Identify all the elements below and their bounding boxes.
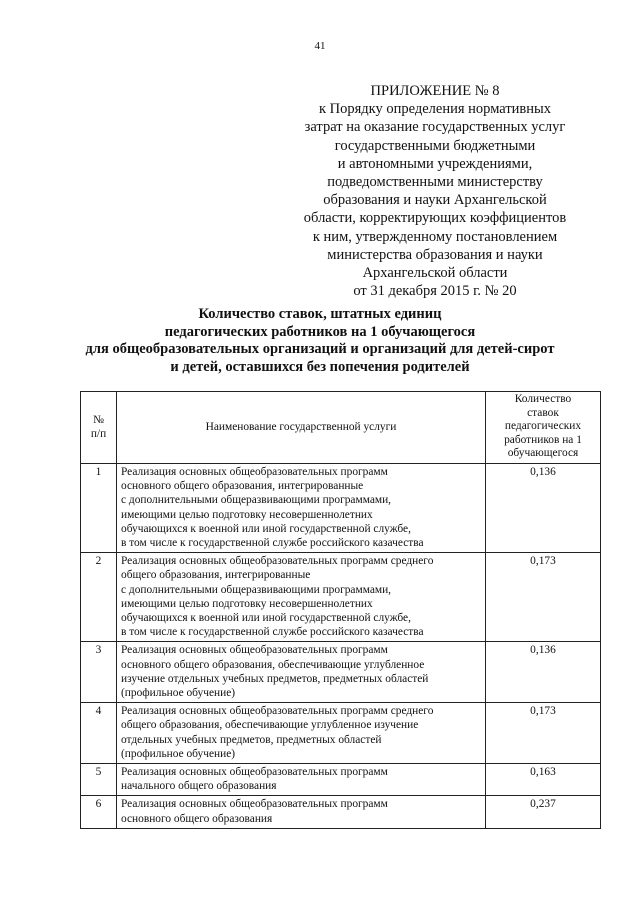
title-line: и детей, оставшихся без попечения родителей — [170, 358, 470, 375]
service-name-line: основного общего образования, интегрированные — [121, 480, 364, 493]
service-name-line: имеющими целью подготовку несовершеннолетних — [121, 597, 373, 610]
service-name-line: обучающихся к военной или иной государственной службе, — [121, 522, 411, 535]
service-name-line: с дополнительными общеразвивающими программами, — [121, 494, 392, 507]
row-number: 4 — [81, 703, 117, 764]
header-service-name: Наименование государственной услуги — [117, 392, 486, 464]
staff-count-value: 0,237 — [486, 796, 601, 828]
service-name-line: Реализация основных общеобразовательных программ — [121, 766, 388, 779]
header-num — [81, 392, 117, 464]
table-row — [81, 553, 601, 642]
service-name-line: основного общего образования — [121, 812, 273, 825]
row-number: 5 — [81, 764, 117, 796]
table-header-row — [81, 392, 601, 464]
service-name-line: отдельных учебных предметов, предметных областей — [121, 733, 382, 746]
staff-count-value: 0,136 — [486, 642, 601, 703]
header-staff-count-text: обучающегося — [507, 447, 579, 460]
service-name-line: Реализация основных общеобразовательных программ среднего — [121, 705, 434, 718]
service-name-line: общего образования, интегрированные — [121, 569, 311, 582]
service-name-line: изучение отдельных учебных предметов, предметных областей — [121, 672, 429, 685]
service-name — [117, 463, 486, 552]
page-number: 41 — [314, 40, 326, 52]
service-name-line: (профильное обучение) — [121, 687, 236, 700]
table-row — [81, 703, 601, 764]
title-line: для общеобразовательных организаций и организаций для детей-сирот — [85, 341, 555, 357]
service-name — [117, 553, 486, 642]
table-row — [81, 796, 601, 828]
appendix-line: подведомственными министерству — [327, 174, 543, 191]
service-name-line: Реализация основных общеобразовательных программ — [121, 798, 388, 811]
appendix-line: к ним, утвержденному постановлением — [312, 228, 558, 245]
service-name — [117, 703, 486, 764]
appendix-line: к Порядку определения нормативных — [318, 101, 552, 118]
document-title — [40, 306, 600, 376]
appendix-line: и автономными учреждениями, — [337, 155, 533, 172]
header-num-text: п/п — [90, 427, 107, 440]
header-staff-count-text: ставок — [527, 406, 559, 419]
table-row — [81, 764, 601, 796]
table-row — [81, 463, 601, 552]
header-num-text: № — [93, 413, 104, 426]
service-name-line: в том числе к государственной службе российского казачества — [121, 536, 424, 549]
staff-count-value: 0,173 — [486, 553, 601, 642]
appendix-line: затрат на оказание государственных услуг — [304, 119, 566, 136]
service-name-line: (профильное обучение) — [121, 747, 236, 760]
header-staff-count — [486, 392, 601, 464]
appendix-line: области, корректирующих коэффициентов — [303, 210, 567, 227]
service-name — [117, 642, 486, 703]
service-name-line: начального общего образования — [121, 780, 277, 793]
service-name-line: с дополнительными общеразвивающими программами, — [121, 583, 392, 596]
service-name-line: основного общего образования, обеспечивающие углубленное — [121, 658, 425, 671]
row-number: 3 — [81, 642, 117, 703]
row-number: 1 — [81, 463, 117, 552]
title-line: педагогических работников на 1 обучающегося — [164, 323, 476, 340]
service-name-line: общего образования, обеспечивающие углубленное изучение — [121, 719, 419, 732]
staff-count-value: 0,163 — [486, 764, 601, 796]
staff-count-value: 0,136 — [486, 463, 601, 552]
service-name — [117, 764, 486, 796]
table-row — [81, 642, 601, 703]
appendix-line: министерства образования и науки — [327, 246, 543, 263]
service-name — [117, 796, 486, 828]
service-name-line: имеющими целью подготовку несовершеннолетних — [121, 508, 373, 521]
appendix-block — [290, 82, 580, 300]
service-name-line: Реализация основных общеобразовательных программ — [121, 465, 388, 478]
service-name-line: Реализация основных общеобразовательных программ — [121, 644, 388, 657]
service-name-line: обучающихся к военной или иной государственной службе, — [121, 612, 411, 624]
appendix-line: образования и науки Архангельской — [323, 192, 547, 209]
header-staff-count-text: работников на 1 — [504, 433, 582, 446]
service-name-line: Реализация основных общеобразовательных программ среднего — [121, 555, 434, 568]
appendix-line: ПРИЛОЖЕНИЕ № 8 — [370, 83, 500, 99]
service-name-line: в том числе к государственной службе российского казачества — [121, 626, 424, 639]
appendix-line: государственными бюджетными — [334, 137, 536, 154]
header-staff-count-text: педагогических — [504, 420, 582, 433]
services-table — [80, 391, 601, 829]
staff-count-value: 0,173 — [486, 703, 601, 764]
table-body — [81, 463, 601, 828]
row-number: 2 — [81, 553, 117, 642]
title-line: Количество ставок, штатных единиц — [198, 306, 442, 322]
row-number: 6 — [81, 796, 117, 828]
appendix-line: Архангельской области — [362, 265, 508, 282]
header-staff-count-text: Количество — [514, 393, 572, 405]
appendix-line: от 31 декабря 2015 г. № 20 — [353, 283, 517, 300]
